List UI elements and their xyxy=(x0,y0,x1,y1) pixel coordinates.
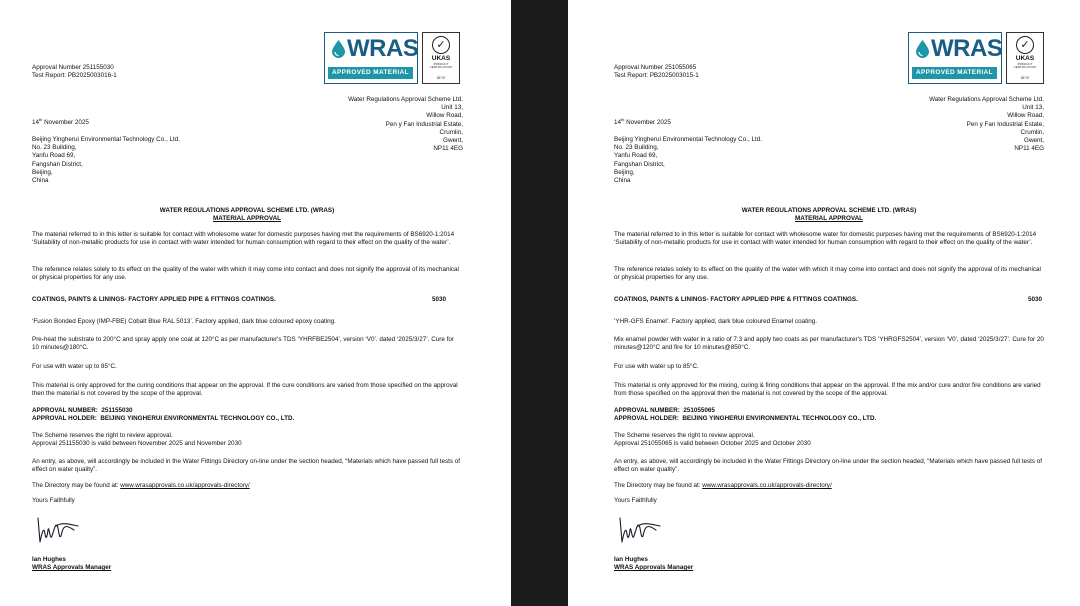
directory-line: The Directory may be found at: www.wrasapprovals.co.uk/approvals-directory/ xyxy=(614,482,832,489)
heading-title: WATER REGULATIONS APPROVAL SCHEME LTD. (WRAS) xyxy=(741,207,917,214)
address-line: Pen y Fan Industrial Estate, xyxy=(966,120,1044,128)
validity-note: Approval 251055065 is valid between October 2025 and October 2030 xyxy=(614,440,811,447)
signer-title: WRAS Approvals Manager xyxy=(32,564,112,571)
coatings-heading-row xyxy=(614,296,1044,304)
address-line: NP11 4EG xyxy=(433,145,463,153)
letter-heading xyxy=(614,207,1044,223)
approval-conditions: This material is only approved for the curing conditions that appear on the approval. If the cure conditions are varied from those specified on the approval then the material is not covered by the scope of the approval. xyxy=(32,382,458,398)
address-line: Water Regulations Approval Scheme Ltd. xyxy=(929,96,1044,103)
coatings-heading-row xyxy=(32,296,462,304)
address-line: Beijing Yingherui Environmental Technology Co., Ltd. xyxy=(614,136,762,143)
approval-letter-right xyxy=(568,0,1080,606)
address-line: Beijing, xyxy=(32,168,53,176)
signer-name: Ian Hughes xyxy=(32,556,66,563)
address-line: Yanfu Road 69, xyxy=(32,152,76,160)
approval-holder-row: APPROVAL HOLDER: BEIJING YINGHERUI ENVIRONMENTAL TECHNOLOGY CO., LTD. xyxy=(614,415,877,422)
paragraph-reference: The reference relates solely to its effect on the quality of the water with which it may come into contact and does not signify the approval of its mechanical or physical properties for any use. xyxy=(32,266,459,282)
recipient-address xyxy=(32,136,180,185)
signature-image xyxy=(616,512,662,546)
approval-conditions: This material is only approved for the mixing, curing & firing conditions that appear on the approval. If the mix and/or cure and/or fire conditions are varied from those specified on the approval then the material is not covered by the scope of the approval. xyxy=(614,382,1041,398)
paragraph-requirements: The material referred to in this letter is suitable for contact with wholesome water for domestic purposes having met the requirements of BS6920-1:2014 ‘Suitability of non-metallic products for use in contact with water intended for human consumption with regard to their effect on the quality of the water’. xyxy=(614,231,1037,247)
product-description: ‘YHR-GFS Enamel’. Factory applied, dark blue coloured Enamel coating. xyxy=(614,318,817,325)
directory-link[interactable]: www.wrasapprovals.co.uk/approvals-directory/ xyxy=(702,482,832,489)
closing: Yours Faithfully xyxy=(614,497,657,504)
heading-title: WATER REGULATIONS APPROVAL SCHEME LTD. (WRAS) xyxy=(159,207,335,214)
test-report-line: Test Report: PB2025003016-1 xyxy=(32,72,117,80)
address-line: NP11 4EG xyxy=(1014,145,1044,153)
address-line: Unit 13, xyxy=(441,104,463,112)
wras-logo-text: WRAS xyxy=(347,35,419,62)
address-line: Pen y Fan Industrial Estate, xyxy=(385,120,463,128)
approved-material-banner: APPROVED MATERIAL xyxy=(328,67,413,79)
process-description: Pre-heat the substrate to 200°C and spray apply one coat at 120°C as per manufacturer's TDS ‘YHRFBE2504’, version ‘V0’. dated ‘2025/3/27’. Cure for 10 minutes@180°C. xyxy=(32,336,454,352)
review-note: The Scheme reserves the right to review approval. xyxy=(32,432,173,439)
approval-number-line: Approval Number 251155030 xyxy=(32,64,114,71)
letter-date: 14th November 2025 xyxy=(32,116,89,126)
page-divider xyxy=(511,0,568,606)
letter-heading xyxy=(32,207,462,223)
wras-logo xyxy=(324,32,460,84)
coatings-code: 5030 xyxy=(431,296,446,303)
ukas-tick-icon: ✓ xyxy=(432,36,450,54)
address-line: Gwent, xyxy=(1024,137,1044,145)
wras-address xyxy=(303,96,463,153)
ukas-number: 38747 xyxy=(1020,76,1030,80)
recipient-address xyxy=(614,136,762,185)
ukas-text: UKAS xyxy=(431,55,451,62)
process-description: Mix enamel powder with water in a ratio of 7:3 and apply two coats as per manufacturer's TDS ‘YHRGFS2504’, version ‘V0’, dated ‘2025/3/27’. Cure for 20 minutes@120°C and fire for 10 minutes@850°C. xyxy=(614,336,1044,352)
approval-number-line: Approval Number 251055065 xyxy=(614,64,697,71)
review-note: The Scheme reserves the right to review approval. xyxy=(614,432,755,439)
wras-logo xyxy=(908,32,1044,84)
address-line: Willow Road, xyxy=(1007,112,1044,120)
ukas-number: 38747 xyxy=(436,76,446,80)
ukas-mark xyxy=(1006,32,1044,84)
directory-entry-note: An entry, as above, will accordingly be included in the Water Fittings Directory on-line under the section headed, “Materials which have passed full tests of effect on water quality”. xyxy=(32,458,461,474)
address-line: Crumlin, xyxy=(439,128,463,136)
product-description: ‘Fusion Bonded Epoxy (IMP-FBE) Cobalt Blue RAL 5013’. Factory applied, dark blue coloured epoxy coating. xyxy=(32,318,336,325)
address-line: Beijing, xyxy=(614,168,635,176)
directory-entry-note: An entry, as above, will accordingly be included in the Water Fittings Directory on-line under the section headed, “Materials which have passed full tests of effect on water quality”. xyxy=(614,458,1043,474)
address-line: No. 23 Building, xyxy=(32,144,77,152)
address-line: Gwent, xyxy=(443,137,463,145)
address-line: No. 23 Building, xyxy=(614,144,659,152)
ukas-tick-icon: ✓ xyxy=(1016,36,1034,54)
ukas-mark xyxy=(422,32,460,84)
coatings-heading: COATINGS, PAINTS & LININGS- FACTORY APPLIED PIPE & FITTINGS COATINGS. xyxy=(614,296,858,303)
approval-number-row: APPROVAL NUMBER: 251155030 xyxy=(32,407,133,414)
paragraph-requirements: The material referred to in this letter is suitable for contact with wholesome water for domestic purposes having met the requirements of BS6920-1:2014 ‘Suitability of non-metallic products for use in contact with water intended for human consumption with regard to their effect on the quality of the water’. xyxy=(32,231,455,247)
address-line: China xyxy=(32,177,49,185)
test-report-line: Test Report: PB2025003015-1 xyxy=(614,72,699,80)
approval-number-row: APPROVAL NUMBER: 251055065 xyxy=(614,407,715,414)
address-line: Willow Road, xyxy=(426,112,463,120)
wras-address xyxy=(884,96,1044,153)
approval-holder-row: APPROVAL HOLDER: BEIJING YINGHERUI ENVIRONMENTAL TECHNOLOGY CO., LTD. xyxy=(32,415,295,422)
closing: Yours Faithfully xyxy=(32,497,75,504)
address-line: Crumlin, xyxy=(1020,128,1044,136)
approved-material-banner: APPROVED MATERIAL xyxy=(912,67,997,79)
approval-letter-left xyxy=(0,0,511,606)
heading-subtitle: MATERIAL APPROVAL xyxy=(213,215,281,223)
signer-name: Ian Hughes xyxy=(614,556,648,563)
address-line: Fangshan District, xyxy=(614,160,665,168)
water-drop-icon xyxy=(916,40,929,58)
address-line: Water Regulations Approval Scheme Ltd. xyxy=(348,96,463,103)
address-line: China xyxy=(614,177,631,185)
reference-block xyxy=(32,64,117,80)
coatings-heading: COATINGS, PAINTS & LININGS- FACTORY APPLIED PIPE & FITTINGS COATINGS. xyxy=(32,296,276,303)
letter-date: 14th November 2025 xyxy=(614,116,671,126)
validity-note: Approval 251155030 is valid between November 2025 and November 2030 xyxy=(32,440,242,447)
heading-subtitle: MATERIAL APPROVAL xyxy=(795,215,863,223)
address-line: Yanfu Road 69, xyxy=(614,152,658,160)
ukas-text: UKAS xyxy=(1015,55,1035,62)
water-drop-icon xyxy=(332,40,345,58)
signature-image xyxy=(34,512,80,546)
address-line: Beijing Yingherui Environmental Technology Co., Ltd. xyxy=(32,136,180,143)
address-line: Fangshan District, xyxy=(32,160,83,168)
directory-line: The Directory may be found at: www.wrasapprovals.co.uk/approvals-directory/ xyxy=(32,482,250,489)
coatings-code: 5030 xyxy=(1027,296,1042,303)
use-temperature: For use with water up to 85°C. xyxy=(614,363,699,370)
directory-link[interactable]: www.wrasapprovals.co.uk/approvals-directory/ xyxy=(120,482,250,489)
paragraph-reference: The reference relates solely to its effect on the quality of the water with which it may come into contact and does not signify the approval of its mechanical or physical properties for any use. xyxy=(614,266,1041,282)
ukas-subtitle: PRODUCT CERTIFICATION xyxy=(1013,62,1037,70)
wras-logo-text: WRAS xyxy=(931,35,1003,62)
address-line: Unit 13, xyxy=(1022,104,1044,112)
signer-title: WRAS Approvals Manager xyxy=(614,564,694,571)
use-temperature: For use with water up to 85°C. xyxy=(32,363,117,370)
ukas-subtitle: PRODUCT CERTIFICATION xyxy=(429,62,453,70)
reference-block xyxy=(614,64,699,80)
